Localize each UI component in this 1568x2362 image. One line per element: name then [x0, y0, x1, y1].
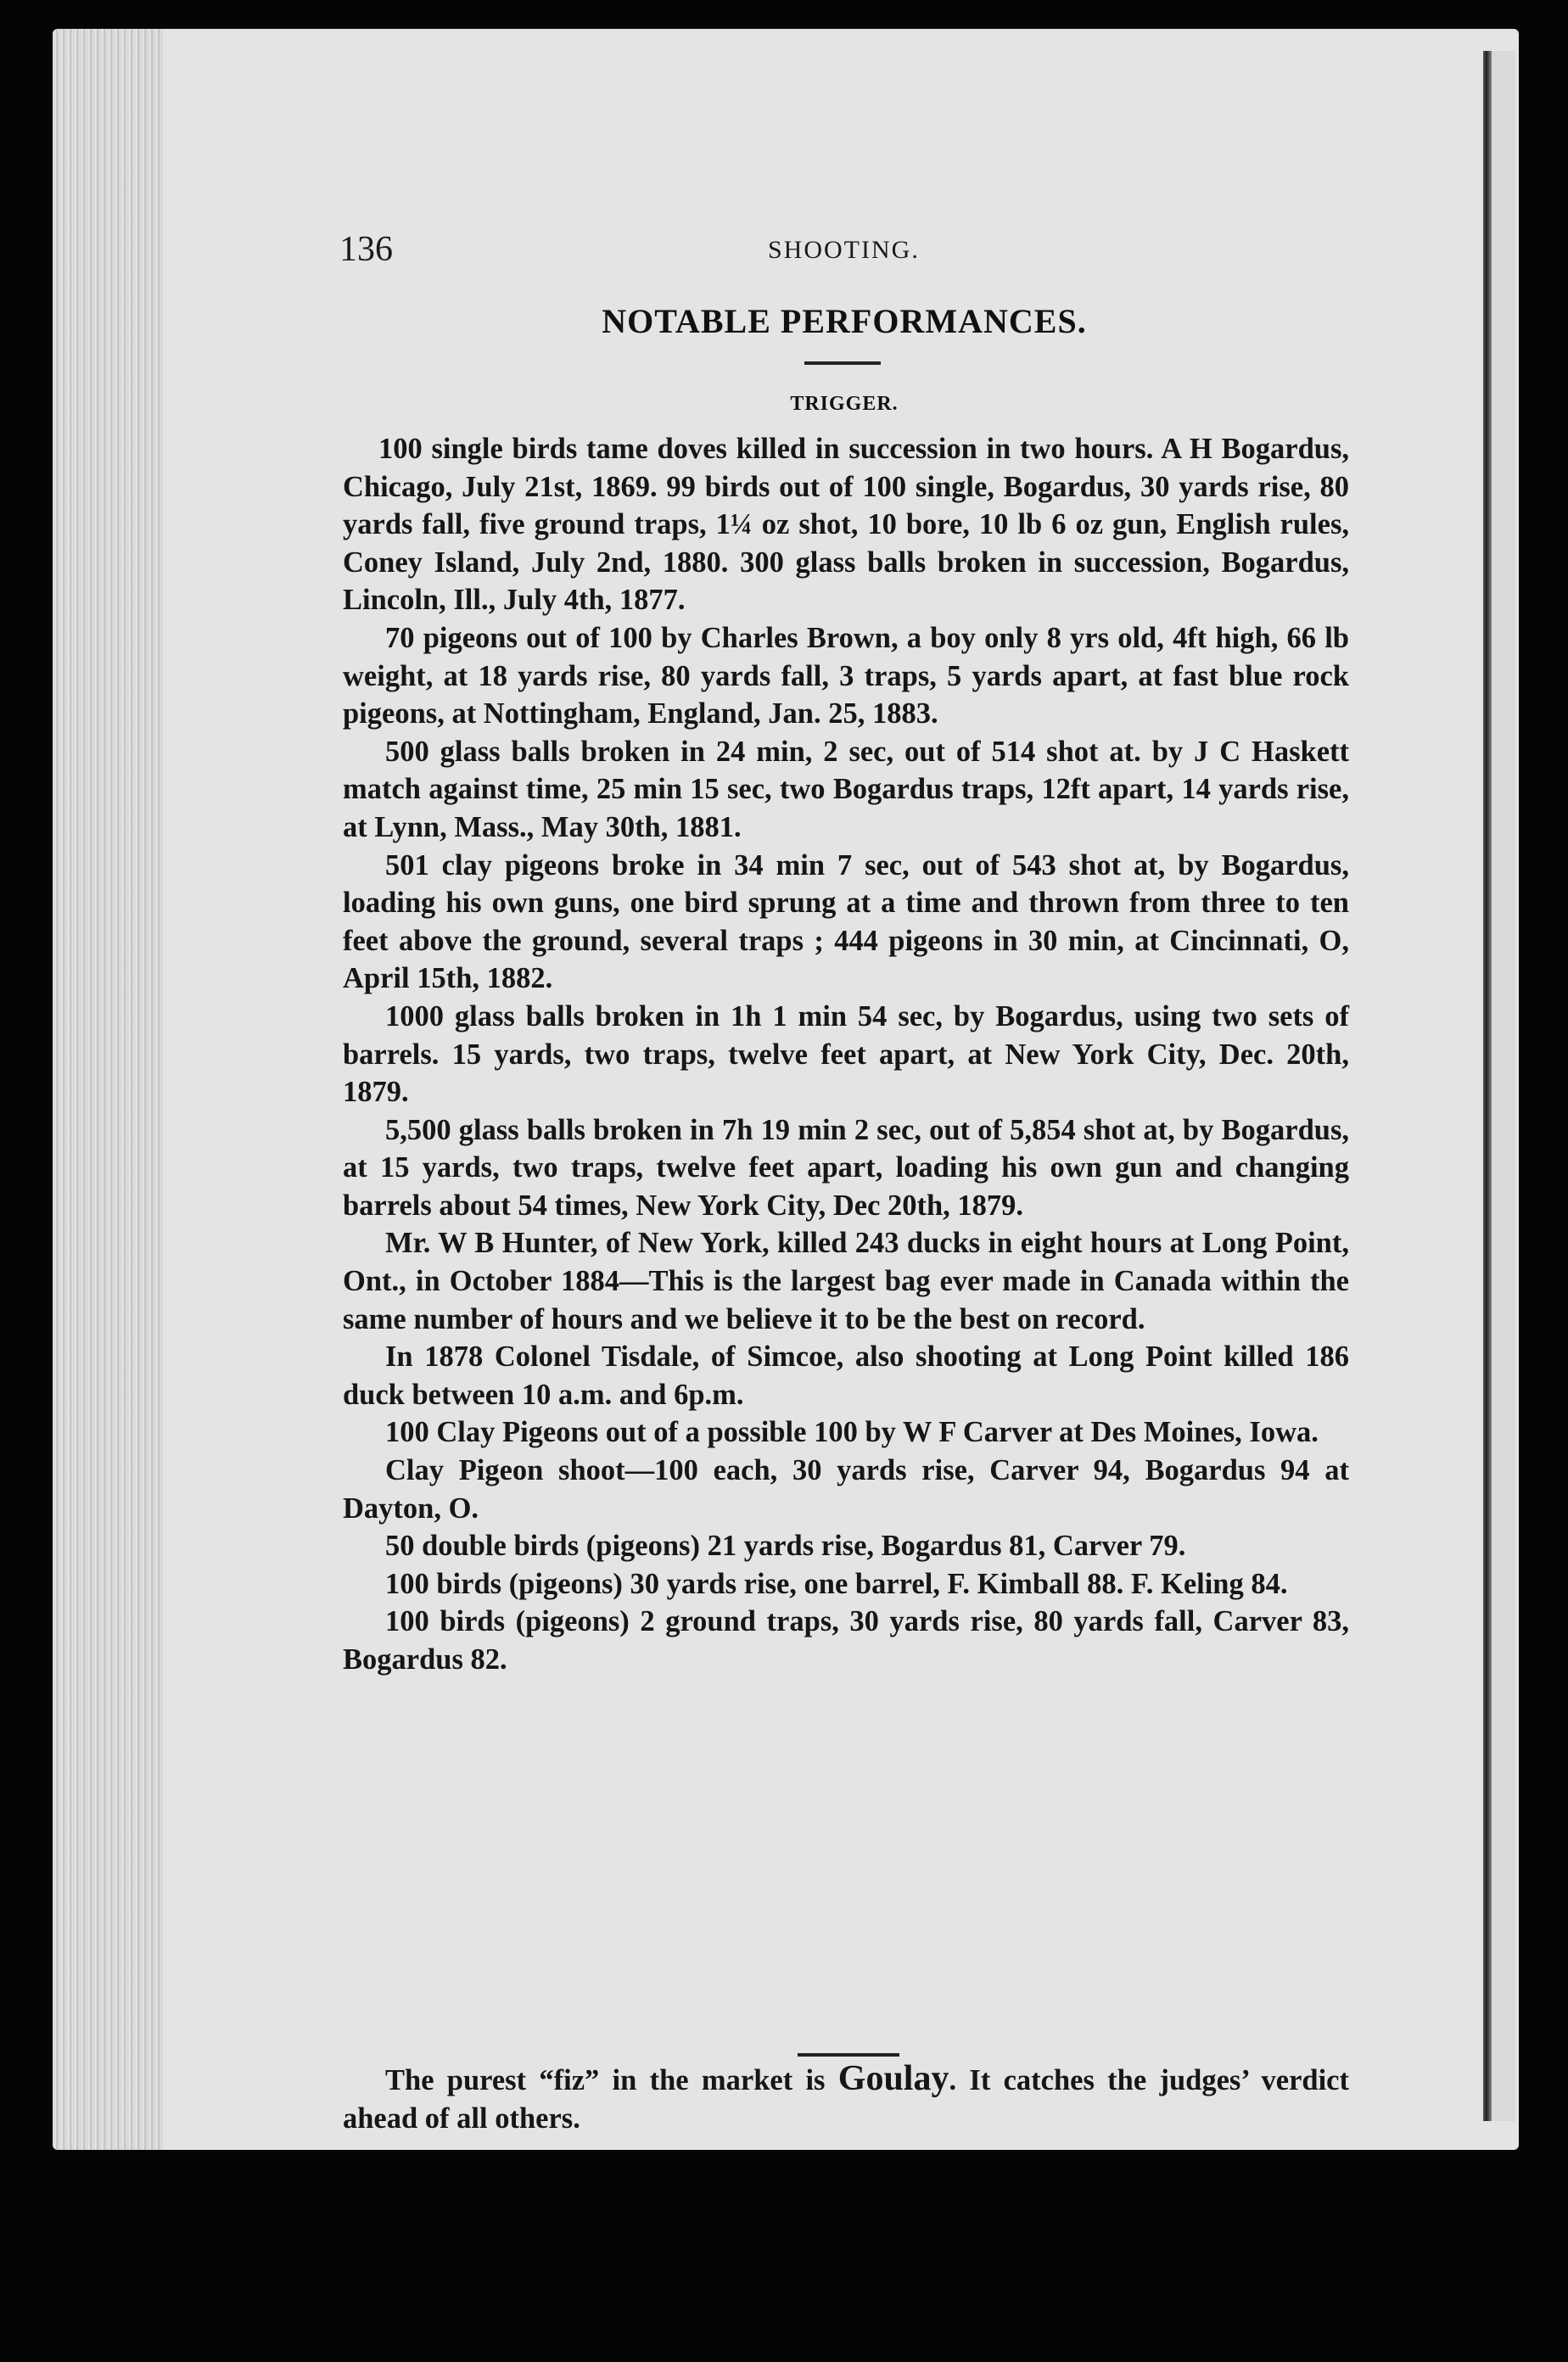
- paragraph-carver-des-moines: 100 Clay Pigeons out of a possible 100 by W F Carver at Des Moines, Iowa.: [385, 1416, 1319, 1449]
- paragraph-clay-pigeons-cincinnati: 501 clay pigeons broke in 34 min 7 sec, out of 543 shot at, by Bogardus, loading his own guns, one bird sprung at a time and thrown from three to ten feet above the ground, several traps ; 444 pigeons in 30 min, at Cincinnati, O, April 15th, 1882.: [343, 848, 1349, 995]
- section-heading: NOTABLE PERFORMANCES.: [602, 302, 1087, 340]
- paragraph-kimball-keling: 100 birds (pigeons) 30 yards rise, one barrel, F. Kimball 88. F. Keling 84.: [385, 1567, 1288, 1600]
- page-number: 136: [339, 230, 393, 269]
- paragraph-hunter-ducks: Mr. W B Hunter, of New York, killed 243 ducks in eight hours at Long Point, Ont., in October 1884—This is the largest bag ever made in Canada within the same number of hours and we believe it to be the best on record.: [343, 1227, 1349, 1335]
- paragraph-haskett: 500 glass balls broken in 24 min, 2 sec, out of 514 shot at. by J C Haskett match against time, 25 min 15 sec, two Bogardus traps, 12ft apart, 14 yards rise, at Lynn, Mass., May 30th, 1881.: [343, 735, 1349, 843]
- advert-rule: [798, 2053, 899, 2057]
- paragraph-dayton-shoot: Clay Pigeon shoot—100 each, 30 yards rise, Carver 94, Bogardus 94 at Dayton, O.: [343, 1454, 1349, 1525]
- advert-text: [343, 2060, 1349, 2137]
- heading-rule: [804, 361, 881, 365]
- advert-text-after: . It catches the judges’ verdict ahead of all others.: [343, 2064, 1349, 2135]
- paragraph-carver-bogardus: 100 birds (pigeons) 2 ground traps, 30 yards rise, 80 yards fall, Carver 83, Bogardus 82.: [343, 1605, 1349, 1676]
- paragraph-charles-brown: 70 pigeons out of 100 by Charles Brown, a boy only 8 yrs old, 4ft high, 66 lb weight, at 18 yards rise, 80 yards fall, 3 traps, 5 yards apart, at fast blue rock pigeons, at Nottingham, England, Jan. 25, 1883.: [343, 621, 1349, 730]
- body-text: [343, 430, 1349, 1679]
- running-head: [339, 229, 1358, 280]
- paragraph-glass-balls-5500: 5,500 glass balls broken in 7h 19 min 2 sec, out of 5,854 shot at, by Bogardus, at 15 yards, two traps, twelve feet apart, loading his own gun and changing barrels about 54 times, New York City, Dec 20th, 1879.: [343, 1113, 1349, 1222]
- page-edges: [53, 29, 163, 2150]
- paragraph-double-birds: 50 double birds (pigeons) 21 yards rise, Bogardus 81, Carver 79.: [385, 1530, 1186, 1563]
- advertisement: [343, 2060, 1349, 2137]
- facing-page-edge: [1492, 51, 1515, 2121]
- section-subheading: TRIGGER.: [790, 393, 899, 415]
- paragraph-bogardus-records: 100 single birds tame doves killed in succession in two hours. A H Bogardus, Chicago, July 21st, 1869. 99 birds out of 100 single, Bogardus, 30 yards rise, 80 yards fall, five ground traps, 1¼ oz shot, 10 bore, 10 lb 6 oz gun, English rules, Coney Island, July 2nd, 1880. 300 glass balls broken in succession, Bogardus, Lincoln, Ill., July 4th, 1877.: [343, 433, 1349, 617]
- paragraph-glass-balls-1000: 1000 glass balls broken in 1h 1 min 54 sec, by Bogardus, using two sets of barrels. 15 yards, two traps, twelve feet apart, at New York City, Dec. 20th, 1879.: [343, 999, 1349, 1109]
- advert-text-before: The purest “fiz” in the market is: [385, 2064, 838, 2096]
- advert-brand-name: Goulay: [837, 2059, 949, 2098]
- running-title: SHOOTING.: [768, 236, 920, 264]
- paragraph-tisdale: In 1878 Colonel Tisdale, of Simcoe, also shooting at Long Point killed 186 duck between 10 a.m. and 6p.m.: [343, 1341, 1349, 1411]
- book-gutter: [1483, 51, 1492, 2121]
